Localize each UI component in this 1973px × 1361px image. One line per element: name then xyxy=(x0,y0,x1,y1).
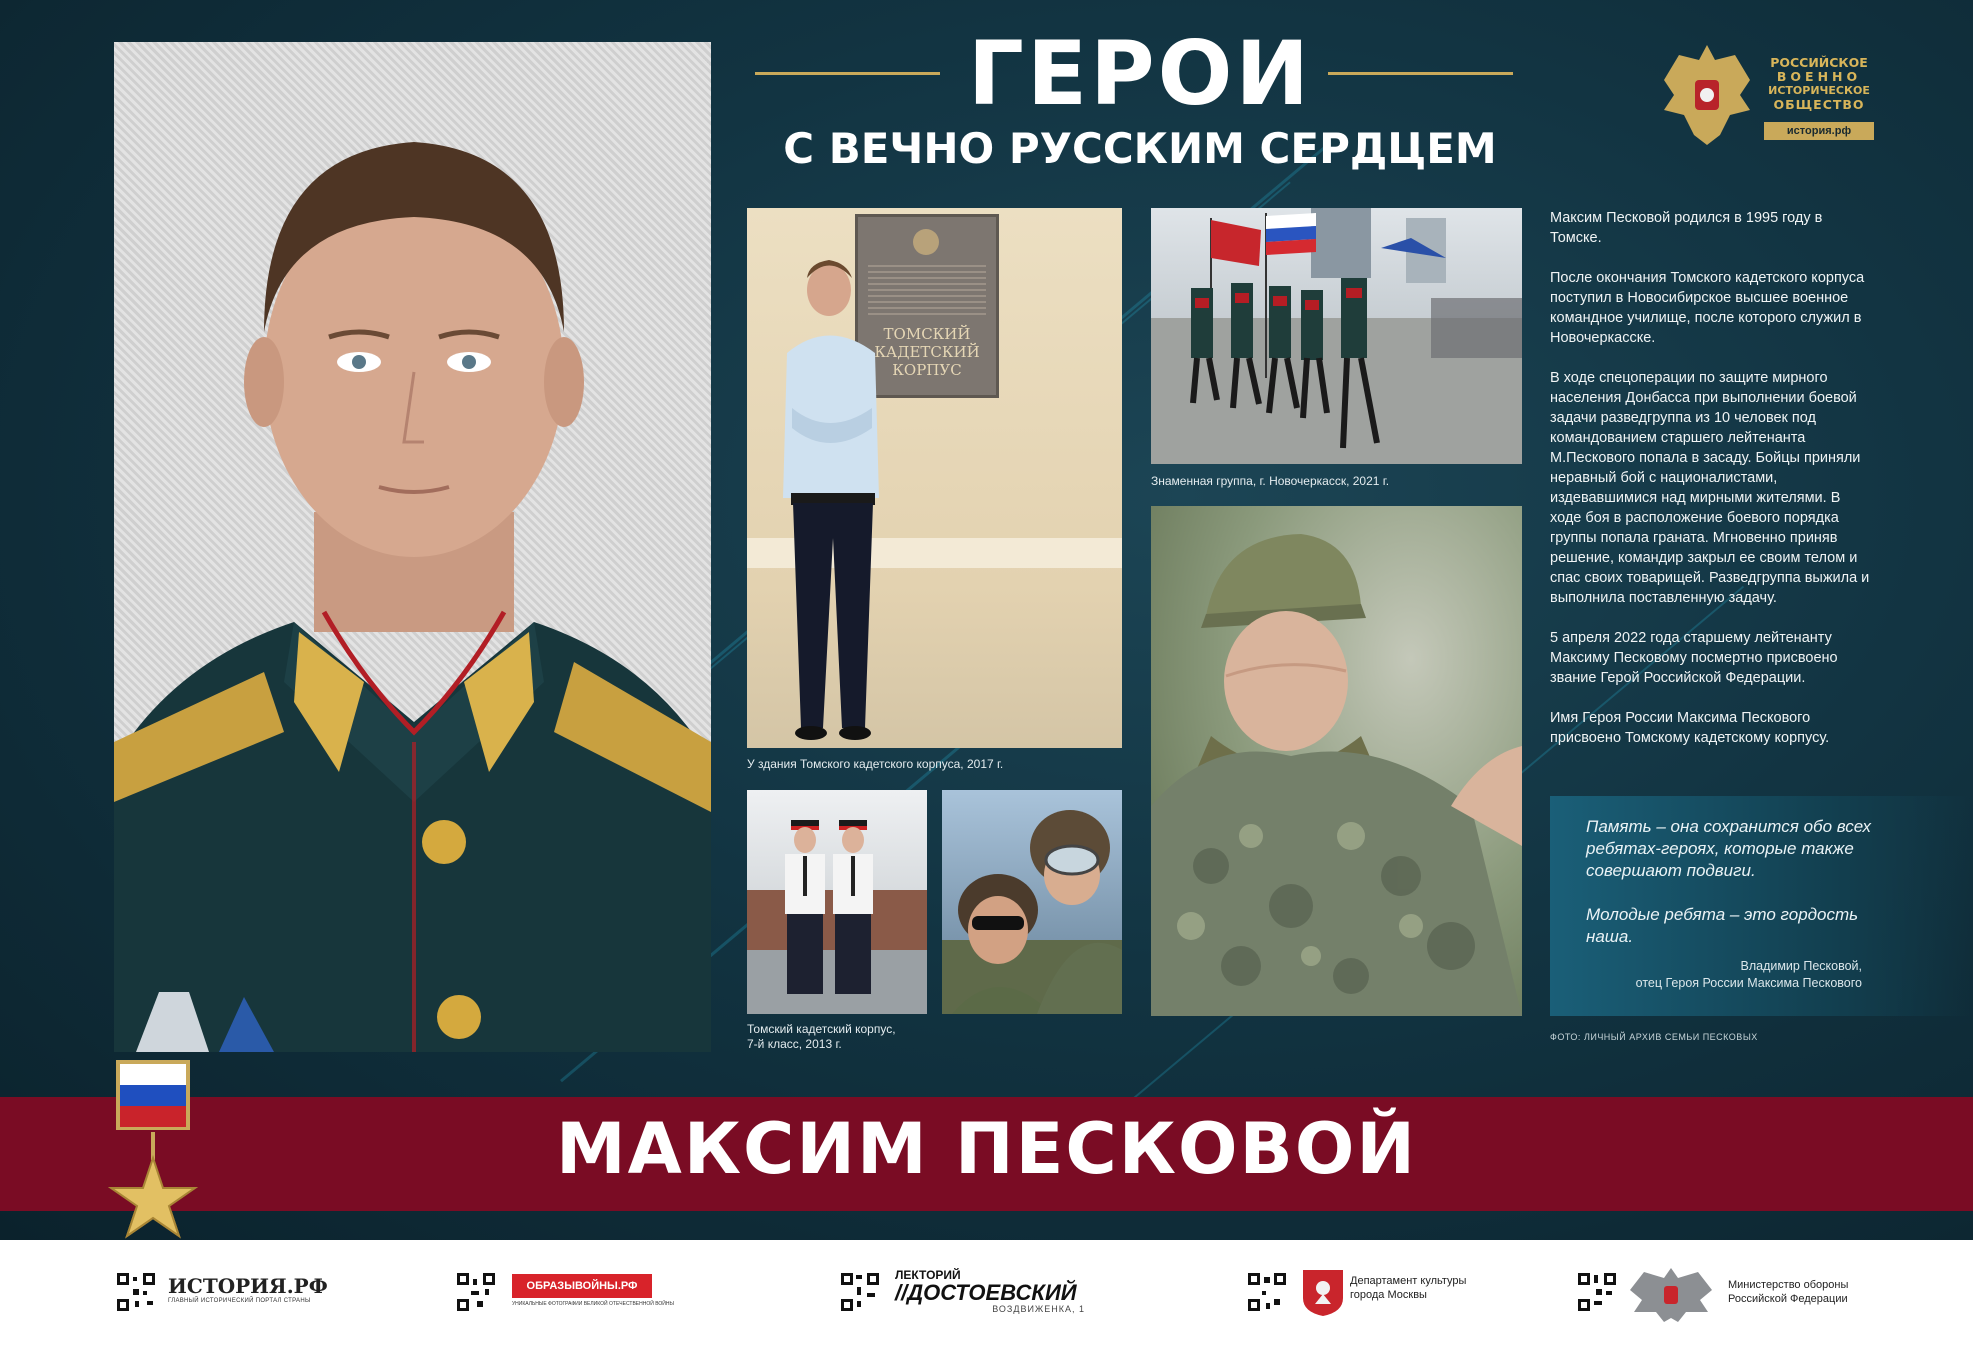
poster-subtitle: С ВЕЧНО РУССКИМ СЕРДЦЕМ xyxy=(783,124,1497,173)
caption-building: У здания Томского кадетского корпуса, 2017 г. xyxy=(747,757,1004,771)
biography xyxy=(1550,208,1870,768)
bio-paragraph: В ходе спецоперации по защите мирного населения Донбасса при выполнении боевой задачи разведгруппа из 10 человек под командованием старшего лейтенанта М.Пескового попала в засаду. Бойцы приняли неравный бой с националистами, издевавшимися над мирными жителями. В ходе боя в расположение боевого порядка группы попала граната. Мгновенно приняв решение, командир закрыл ее своим телом и спас своих товарищей. Разведгруппа выжила и выполнила поставленную задачу. xyxy=(1550,370,1870,606)
rvio-site: история.рф xyxy=(1764,122,1874,140)
qr-code-icon[interactable] xyxy=(1248,1273,1286,1311)
ministry-defence-logo[interactable] xyxy=(1728,1278,1848,1306)
moscow-coat-of-arms-icon xyxy=(1303,1270,1343,1316)
istoria-logo[interactable] xyxy=(168,1274,328,1304)
footer-partners xyxy=(0,1240,1973,1361)
sign-line-3: КОРПУС xyxy=(892,361,962,379)
caption-cadets-line-2: 7-й класс, 2013 г. xyxy=(747,1037,842,1051)
cadets-figures xyxy=(747,790,927,1014)
photo-tank-crew xyxy=(942,790,1122,1014)
obrazy-sub: УНИКАЛЬНЫЕ ФОТОГРАФИИ ВЕЛИКОЙ ОТЕЧЕСТВЕННОЙ ВОЙНЫ xyxy=(512,1301,674,1307)
photo-soldier xyxy=(1151,506,1522,1016)
istoria-name: ИСТОРИЯ.РФ xyxy=(168,1274,328,1298)
mod-eagle-icon xyxy=(1628,1264,1714,1324)
rvio-line-1: РОССИЙСКОЕ xyxy=(1770,55,1868,70)
dep-line-2: города Москвы xyxy=(1350,1289,1427,1301)
bio-paragraph: Максим Песковой родился в 1995 году в Томске. xyxy=(1550,210,1823,246)
quote-box xyxy=(1550,796,1970,1016)
caption-cadets xyxy=(747,1022,896,1052)
bio-paragraph: После окончания Томского кадетского корпуса поступил в Новосибирское высшее военное командное училище, после которого служил в Новочеркасске. xyxy=(1550,270,1865,346)
tank-crew-figures xyxy=(942,790,1122,1014)
mo-line-1: Министерство обороны xyxy=(1728,1279,1849,1291)
photo-parade xyxy=(1151,208,1522,464)
obrazy-name: ОБРАЗЫВОЙНЫ.РФ xyxy=(512,1274,652,1298)
qr-code-icon[interactable] xyxy=(1578,1273,1616,1311)
photo-credit: ФОТО: ЛИЧНЫЙ АРХИВ СЕМЬИ ПЕСКОВЫХ xyxy=(1550,1032,1758,1042)
lektory-dostoevsky-logo[interactable] xyxy=(895,1268,1095,1314)
hero-portrait xyxy=(114,42,711,1052)
caption-parade: Знаменная группа, г. Новочеркасск, 2021 г. xyxy=(1151,474,1390,488)
bio-paragraph: Имя Героя России Максима Пескового присвоено Томскому кадетскому корпусу. xyxy=(1550,710,1830,746)
parade-scene xyxy=(1151,208,1522,464)
sign-line-1: ТОМСКИЙ xyxy=(883,325,971,343)
istoria-sub: ГЛАВНЫЙ ИСТОРИЧЕСКИЙ ПОРТАЛ СТРАНЫ xyxy=(168,1298,311,1304)
photo-cadets xyxy=(747,790,927,1014)
rvio-line-2: ВОЕННО xyxy=(1776,69,1862,84)
department-culture-logo[interactable] xyxy=(1350,1274,1466,1302)
qr-code-icon[interactable] xyxy=(117,1273,155,1311)
obrazy-voiny-logo[interactable] xyxy=(512,1274,674,1307)
quote-author-role: отец Героя России Максима Пескового xyxy=(1635,976,1862,990)
hero-star-medal-overlay-icon xyxy=(108,1060,198,1240)
lektory-top: ЛЕКТОРИЙ xyxy=(895,1268,961,1282)
double-eagle-icon xyxy=(1660,40,1755,150)
quote-text-1: Память – она сохранится обо всех ребятах-героях, которые также совершают подвиги. xyxy=(1586,817,1871,880)
quote-attribution xyxy=(1562,958,1862,992)
qr-code-icon[interactable] xyxy=(457,1273,495,1311)
rvio-logo xyxy=(1660,40,1920,150)
lektory-name: //ДОСТОЕВСКИЙ xyxy=(895,1280,1077,1305)
quote-text-2: Молодые ребята – это гордость наша. xyxy=(1586,905,1859,946)
caption-cadets-line-1: Томский кадетский корпус, xyxy=(747,1022,896,1036)
hero-name: МАКСИМ ПЕСКОВОЙ xyxy=(556,1108,1417,1190)
rvio-line-4: ОБЩЕСТВО xyxy=(1773,97,1865,112)
mo-line-2: Российской Федерации xyxy=(1728,1293,1848,1305)
photo-cadet-building xyxy=(747,208,1122,748)
soldier-figure xyxy=(1151,506,1522,1016)
poster-title: ГЕРОИ xyxy=(967,22,1313,125)
sign-line-2: КАДЕТСКИЙ xyxy=(874,343,980,361)
qr-code-icon[interactable] xyxy=(841,1273,879,1311)
bio-paragraph: 5 апреля 2022 года старшему лейтенанту Максиму Песковому посмертно присвоено звание Герой Российской Федерации. xyxy=(1550,630,1838,686)
rvio-line-3: ИСТОРИЧЕСКОЕ xyxy=(1768,84,1870,97)
dep-line-1: Департамент культуры xyxy=(1350,1275,1467,1287)
man-figure xyxy=(747,208,1122,748)
quote-author: Владимир Песковой, xyxy=(1740,959,1862,973)
lektory-sub: ВОЗДВИЖЕНКА, 1 xyxy=(992,1304,1085,1314)
quote-text xyxy=(1586,816,1906,948)
portrait-illustration xyxy=(114,42,711,1052)
